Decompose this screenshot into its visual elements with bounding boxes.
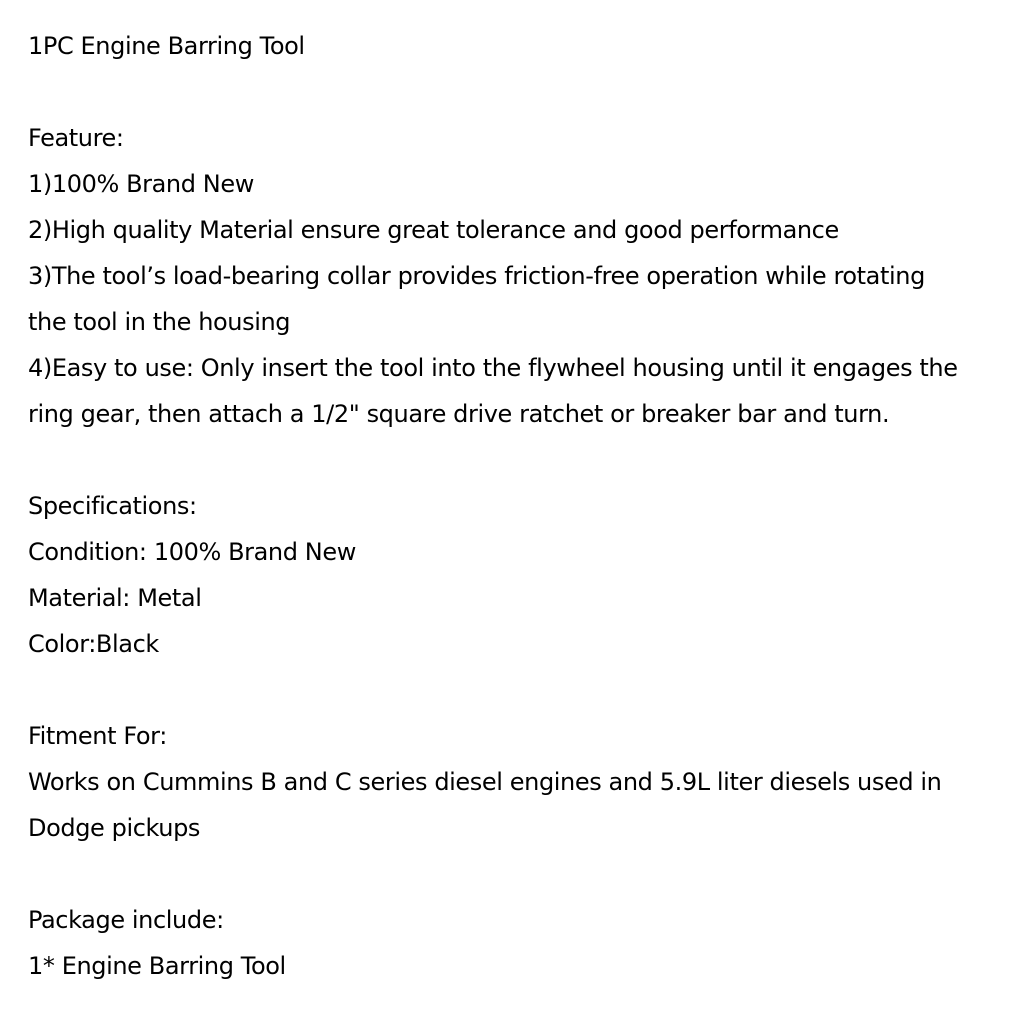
fitment-heading: Fitment For:	[28, 722, 167, 750]
spacer	[28, 437, 1003, 483]
feature-item-4-continued: ring gear, then attach a 1/2" square drive ratchet or breaker bar and turn.	[28, 400, 890, 428]
spec-material: Material: Metal	[28, 584, 202, 612]
product-title: 1PC Engine Barring Tool	[28, 32, 305, 60]
spacer	[28, 667, 1003, 713]
package-item: 1* Engine Barring Tool	[28, 952, 286, 980]
feature-item-3: 3)The tool’s load-bearing collar provides friction-free operation while rotating	[28, 262, 925, 290]
feature-section	[28, 115, 1003, 437]
spacer	[28, 69, 1003, 115]
spacer	[28, 851, 1003, 897]
feature-item-1: 1)100% Brand New	[28, 170, 254, 198]
spec-color: Color:Black	[28, 630, 159, 658]
package-section	[28, 897, 1003, 989]
feature-heading: Feature:	[28, 124, 124, 152]
feature-item-3-continued: the tool in the housing	[28, 308, 291, 336]
specifications-section	[28, 483, 1003, 667]
fitment-line-2: Dodge pickups	[28, 814, 201, 842]
product-description	[28, 23, 1003, 989]
fitment-section	[28, 713, 1003, 851]
specifications-heading: Specifications:	[28, 492, 197, 520]
spec-condition: Condition: 100% Brand New	[28, 538, 356, 566]
feature-item-4: 4)Easy to use: Only insert the tool into the flywheel housing until it engages the	[28, 354, 958, 382]
feature-item-2: 2)High quality Material ensure great tolerance and good performance	[28, 216, 839, 244]
package-heading: Package include:	[28, 906, 224, 934]
fitment-line-1: Works on Cummins B and C series diesel engines and 5.9L liter diesels used in	[28, 768, 942, 796]
